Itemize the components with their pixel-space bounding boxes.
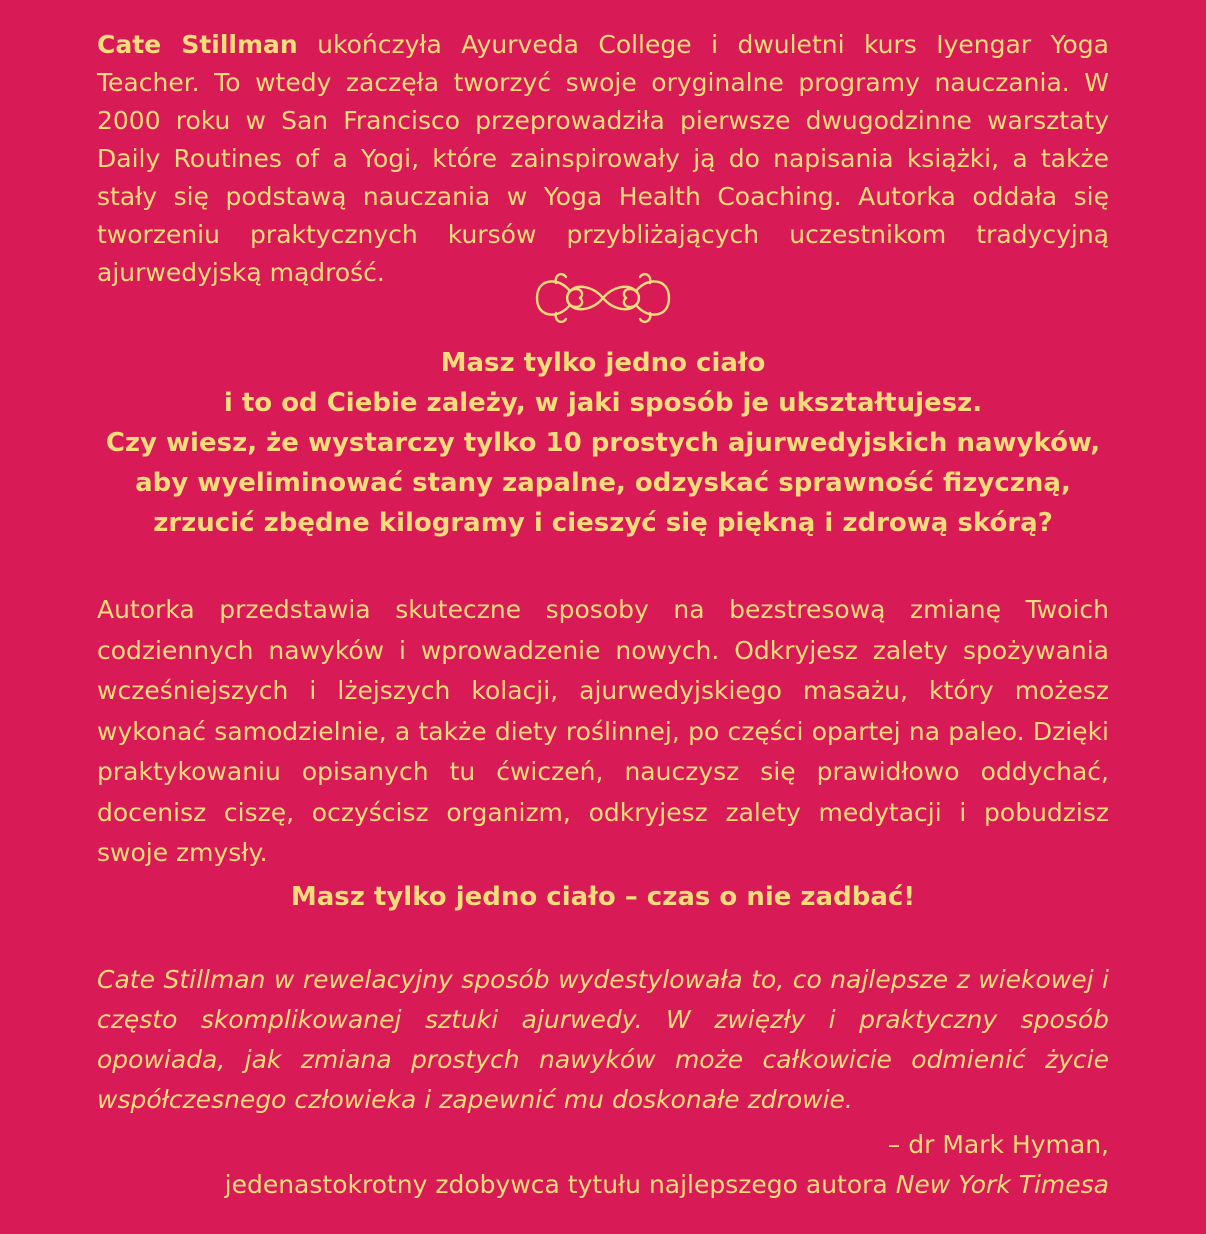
book-description: Autorka przedstawia skuteczne sposoby na bezstresową zmianę Twoich codziennych nawyków i wprowadzenie nowych. Odkryjesz zalety spożywania wcześniejszych i lżejszych kolacji, ajurwedyjskiego masażu, który możesz wykonać samodzielnie, a także diety roślinnej, po części opartej na paleo. Dzięki praktykowaniu opisanych tu ćwiczeń, nauczysz się prawidłowo oddychać, docenisz ciszę, oczyścisz organizm, odkryjesz zalety medytacji i pobudzisz swoje zmysły. xyxy=(97,595,1109,867)
author-bio-text: ukończyła Ayurveda College i dwuletni kurs Iyengar Yoga Teacher. To wtedy zaczęła tworzyć swoje oryginalne programy nauczania. W 2000 roku w San Francisco przeprowadziła pierwsze dwugodzinne warsztaty Daily Routines of a Yogi, które zainspirowały ją do napisania książki, a także stały się podstawą nauczania w Yoga Health Coaching. Autorka oddała się tworzeniu praktycznych kursów przybliżających uczestnikom tradycyjną ajurwedyjską mądrość. xyxy=(97,30,1109,287)
pitch-line: aby wyeliminować stany zapalne, odzyskać sprawność fizyczną, xyxy=(135,468,1071,498)
tagline: Masz tylko jedno ciało – czas o nie zadbać! xyxy=(290,882,916,912)
pitch-line: i to od Ciebie zależy, w jaki sposób je ukształtujesz. xyxy=(223,388,983,418)
publication-name: New York Timesa xyxy=(895,1170,1109,1199)
endorsement-quote: Cate Stillman w rewelacyjny sposób wydestylowała to, co najlepsze z wiekowej i często skomplikowanej sztuki ajurwedy. W zwięzły i praktyczny sposób opowiada, jak zmiana prostych nawyków może całkowicie odmienić życie współczesnego człowieka i zapewnić mu doskonałe zdrowie. xyxy=(97,965,1109,1114)
endorser-title-text: jedenastokrotny zdobywca tytułu najlepszego autora xyxy=(224,1170,896,1199)
pitch-line: zrzucić zbędne kilogramy i cieszyć się piękną i zdrową skórą? xyxy=(153,508,1053,538)
pitch-line: Czy wiesz, że wystarczy tylko 10 prostych ajurwedyjskich nawyków, xyxy=(105,428,1101,458)
pitch-line: Masz tylko jedno ciało xyxy=(440,348,766,378)
heart-scroll-ornament-icon xyxy=(534,265,672,331)
author-name: Cate Stillman xyxy=(97,30,298,59)
pitch-block xyxy=(60,343,1146,543)
endorser-title xyxy=(97,1165,1109,1205)
endorser-name: – dr Mark Hyman, xyxy=(887,1130,1109,1159)
author-bio xyxy=(97,26,1109,292)
